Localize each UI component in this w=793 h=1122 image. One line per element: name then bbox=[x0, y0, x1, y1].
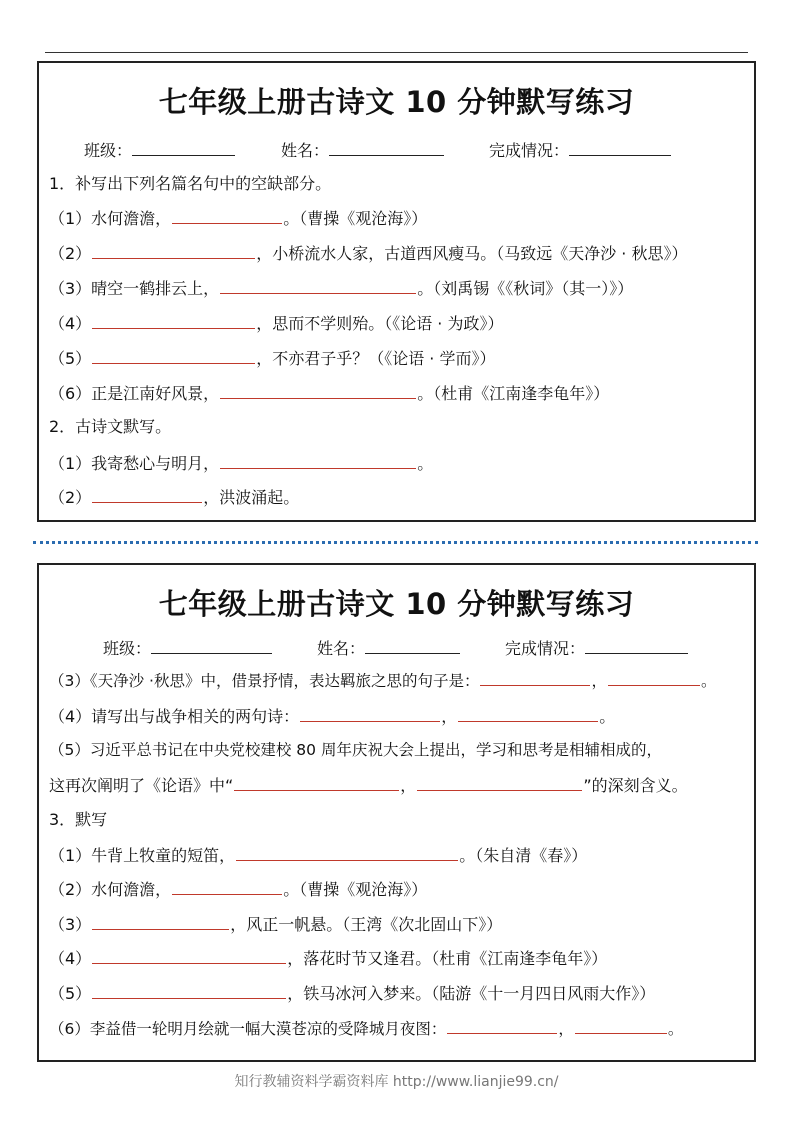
question-line: （4） ，思而不学则殆。（《论语 · 为政》） bbox=[49, 314, 504, 333]
answer-blank[interactable] bbox=[447, 1018, 557, 1034]
top-rule bbox=[45, 52, 748, 53]
status-label: 完成情况： bbox=[489, 141, 570, 160]
status-field[interactable] bbox=[569, 139, 671, 156]
question-heading: 1．补写出下列名篇名句中的空缺部分。 bbox=[49, 174, 332, 193]
answer-blank[interactable] bbox=[92, 313, 255, 329]
name-field[interactable] bbox=[329, 139, 444, 156]
answer-blank[interactable] bbox=[172, 879, 282, 895]
question-line: （2） ，洪波涌起。 bbox=[49, 488, 300, 507]
answer-blank[interactable] bbox=[220, 278, 416, 294]
question-line: （5）习近平总书记在中央党校建校 80 周年庆祝大会上提出，学习和思考是相辅相成的， bbox=[49, 741, 662, 759]
question-line: （3）《天净沙 ·秋思》中，借景抒情，表达羁旅之思的句子是： ， 。 bbox=[49, 672, 717, 690]
student-info-row bbox=[84, 138, 734, 158]
name-label: 姓名： bbox=[281, 141, 330, 160]
worksheet-title: 七年级上册古诗文 10 分钟默写练习 bbox=[158, 587, 635, 621]
answer-blank[interactable] bbox=[220, 383, 416, 399]
question-line: （4）请写出与战争相关的两句诗： ， 。 bbox=[49, 707, 616, 726]
status-label: 完成情况： bbox=[505, 639, 586, 658]
question-line: （1）水何澹澹， 。（曹操《观沧海》） bbox=[49, 209, 428, 228]
answer-blank[interactable] bbox=[92, 348, 255, 364]
dotted-separator bbox=[33, 541, 758, 544]
name-label: 姓名： bbox=[317, 639, 366, 658]
question-line: （2）水何澹澹， 。（曹操《观沧海》） bbox=[49, 880, 428, 899]
question-line: （6）李益借一轮明月绘就一幅大漠苍凉的受降城月夜图： ， 。 bbox=[49, 1020, 684, 1038]
answer-blank[interactable] bbox=[92, 948, 286, 964]
answer-blank[interactable] bbox=[220, 453, 416, 469]
question-line: （5） ，不亦君子乎？（《论语 · 学而》） bbox=[49, 349, 496, 368]
question-line: （3）晴空一鹤排云上， 。（刘禹锡《《秋词》（其一）》） bbox=[49, 279, 634, 298]
question-line: （4） ，落花时节又逢君。（杜甫《江南逢李龟年》） bbox=[49, 949, 608, 968]
class-field[interactable] bbox=[151, 637, 272, 654]
question-heading: 3．默写 bbox=[49, 810, 108, 829]
answer-blank[interactable] bbox=[480, 670, 590, 686]
question-line: （5） ，铁马冰河入梦来。（陆游《十一月四日风雨大作》） bbox=[49, 984, 656, 1003]
answer-blank[interactable] bbox=[92, 914, 229, 930]
worksheet-2 bbox=[37, 563, 756, 1062]
worksheet-1 bbox=[37, 61, 756, 522]
answer-blank[interactable] bbox=[417, 775, 582, 791]
answer-blank[interactable] bbox=[92, 487, 202, 503]
answer-blank[interactable] bbox=[236, 845, 458, 861]
class-label: 班级： bbox=[84, 141, 133, 160]
answer-blank[interactable] bbox=[608, 670, 700, 686]
answer-blank[interactable] bbox=[575, 1018, 667, 1034]
question-line: （3） ，风正一帆悬。（王湾《次北固山下》） bbox=[49, 915, 503, 934]
answer-blank[interactable] bbox=[92, 243, 255, 259]
answer-blank[interactable] bbox=[458, 706, 598, 722]
worksheet-title: 七年级上册古诗文 10 分钟默写练习 bbox=[158, 85, 635, 119]
footer-text: 知行教辅资料学霸资料库 http://www.lianjie99.cn/ bbox=[234, 1074, 559, 1090]
answer-blank[interactable] bbox=[234, 775, 399, 791]
question-line: （6）正是江南好风景， 。（杜甫《江南逢李龟年》） bbox=[49, 384, 610, 403]
student-info-row bbox=[103, 636, 743, 656]
question-line: （1）牛背上牧童的短笛， 。（朱自清《春》） bbox=[49, 846, 588, 865]
question-line: （1）我寄愁心与明月， 。 bbox=[49, 454, 434, 473]
answer-blank[interactable] bbox=[92, 983, 286, 999]
class-label: 班级： bbox=[103, 639, 152, 658]
name-field[interactable] bbox=[365, 637, 460, 654]
answer-blank[interactable] bbox=[300, 706, 440, 722]
question-line: （2） ，小桥流水人家，古道西风瘦马。（马致远《天净沙 · 秋思》） bbox=[49, 244, 688, 263]
answer-blank[interactable] bbox=[172, 208, 282, 224]
status-field[interactable] bbox=[585, 637, 688, 654]
class-field[interactable] bbox=[132, 139, 235, 156]
question-line: 这再次阐明了《论语》中“ ， ”的深刻含义。 bbox=[49, 776, 688, 795]
question-heading: 2．古诗文默写。 bbox=[49, 417, 172, 436]
